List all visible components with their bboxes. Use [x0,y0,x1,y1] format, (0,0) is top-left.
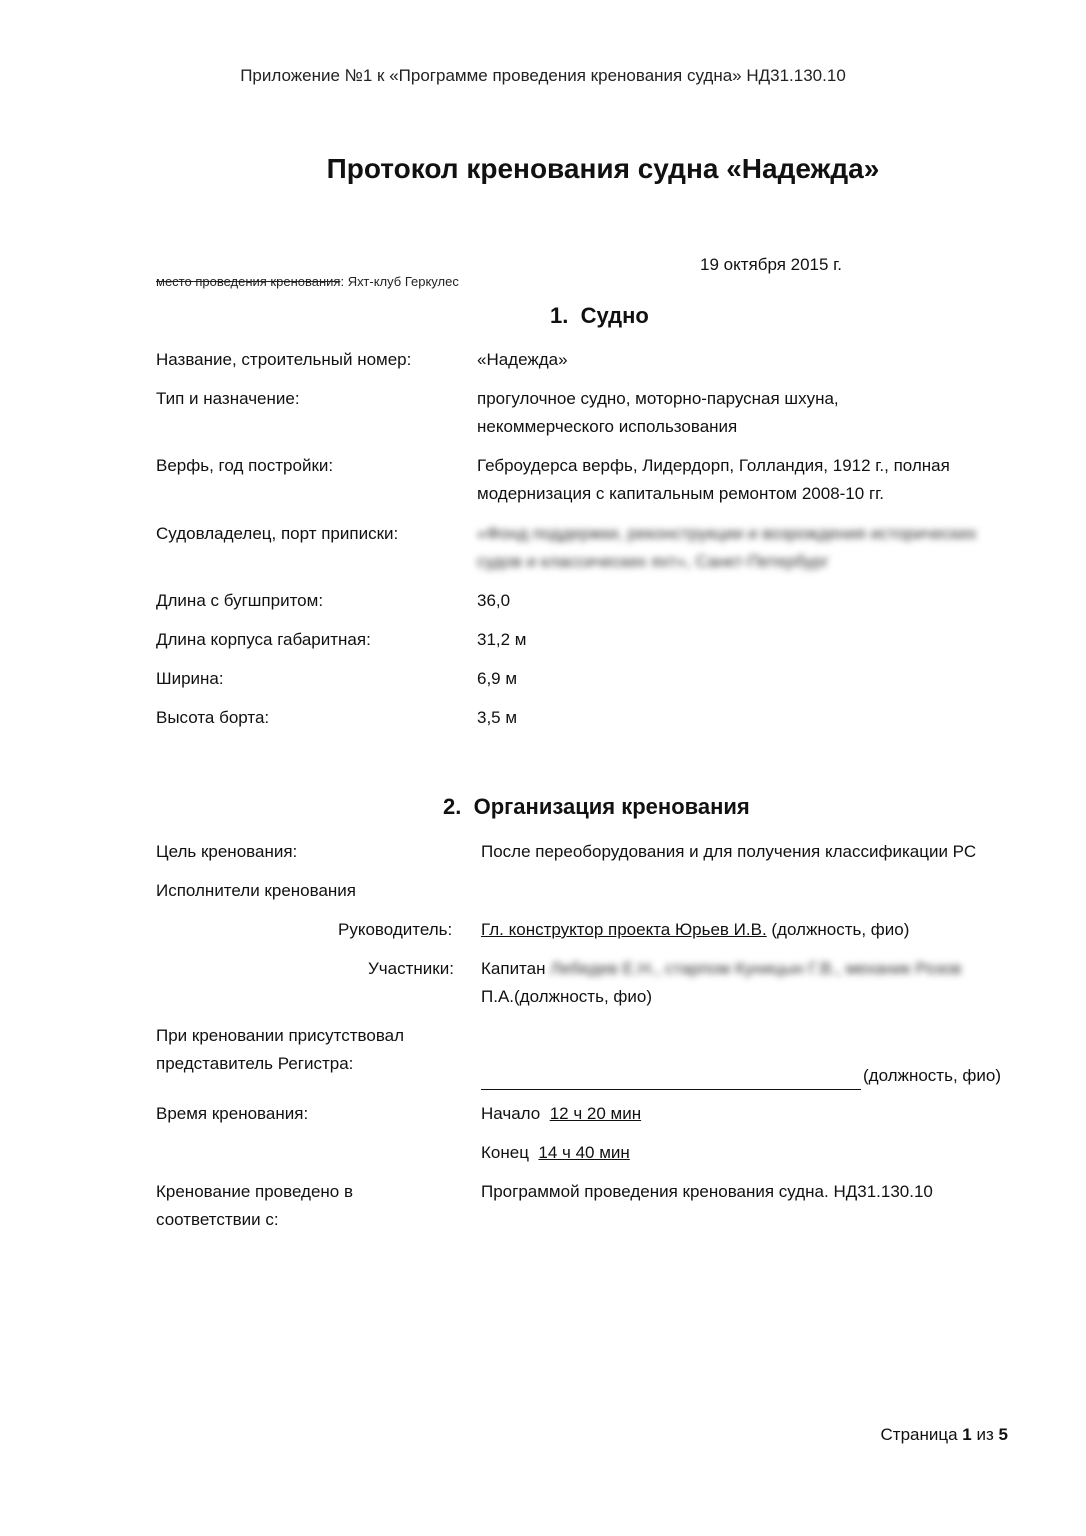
protocol-date: 19 октября 2015 г. [700,255,843,274]
goal-value: После переоборудования и для получения классификации РС [481,842,977,861]
vessel-name-value: «Надежда» [477,350,568,369]
page-title: Протокол кренования судна «Надежда» [326,153,880,184]
page-number: 1 [962,1425,972,1444]
section-1-heading [550,303,649,329]
shipyard-value: Геброудерса верфь, Лидердорп, Голландия, 1912 г., полная модернизация с капитальным ремонтом 2008-10 гг. [477,456,950,503]
length-bowsprit-value: 36,0 [477,591,511,610]
document-header: Приложение №1 к «Программе проведения кренования судна» НД31.130.10 [240,66,846,85]
page-total: 5 [998,1425,1008,1444]
leader-value: Гл. конструктор проекта Юрьев И.В. [481,920,767,939]
conformity-label-2: соответствии с: [156,1210,279,1229]
end-line [481,1139,630,1167]
section-1-title: Судно [580,303,649,328]
depth-value: 3,5 м [477,708,518,727]
owner-value: «Фонд поддержки, реконструкции и возрождения исторических судов и классических яхт», Санкт-Петербург [477,524,977,571]
participants-names: Лебедев Е.Н., старпом Куницын Г.В., механик Розов [545,959,962,978]
of-word: из [976,1425,994,1444]
vessel-name-label: Название, строительный номер: [156,350,412,369]
participants-label: Участники: [368,959,454,978]
vessel-type-value: прогулочное судно, моторно-парусная шхуна, некоммерческого использования [477,389,839,436]
vessel-type-label: Тип и назначение: [156,389,300,408]
section-1-number: 1. [550,303,569,328]
start-line [481,1100,641,1128]
page-word: Страница [880,1425,958,1444]
end-label: Конец [481,1143,529,1162]
shipyard-label: Верфь, год постройки: [156,456,334,475]
beam-value: 6,9 м [477,669,518,688]
end-value: 14 ч 40 мин [538,1143,630,1162]
registry-label-1: При креновании присутствовал [156,1026,405,1045]
registry-label-2: представитель Регистра: [156,1054,354,1073]
participants-line-2: П.А.(должность, фио) [481,987,652,1006]
conformity-value: Программой проведения кренования судна. НД31.130.10 [481,1182,933,1201]
start-label: Начало [481,1104,541,1123]
leader-suffix: (должность, фио) [766,920,910,939]
hull-length-label: Длина корпуса габаритная: [156,630,371,649]
conformity-label-1: Кренование проведено в [156,1182,354,1201]
participants-line-1 [481,955,961,983]
section-2-number: 2. [443,794,462,819]
performers-label: Исполнители кренования [156,881,357,900]
place-value: : Яхт-клуб Геркулес [340,274,459,289]
time-label: Время кренования: [156,1104,309,1123]
start-value: 12 ч 20 мин [549,1104,642,1123]
length-bowsprit-label: Длина с бугшпритом: [156,591,324,610]
section-2-title: Организация кренования [473,794,750,819]
registry-blank-line [481,1071,861,1090]
page-counter [881,1425,1009,1445]
heeling-place [156,274,459,289]
leader-label: Руководитель: [338,920,453,939]
registry-suffix: (должность, фио) [863,1066,1001,1085]
goal-label: Цель кренования: [156,842,298,861]
place-label: место проведения кренования [156,274,341,289]
depth-label: Высота борта: [156,708,270,727]
registry-line [481,1062,1001,1090]
section-2-heading [443,794,750,820]
beam-label: Ширина: [156,669,224,688]
hull-length-value: 31,2 м [477,630,527,649]
owner-label: Судовладелец, порт приписки: [156,524,399,543]
participants-prefix: Капитан [481,959,546,978]
leader-value-line [481,916,909,944]
